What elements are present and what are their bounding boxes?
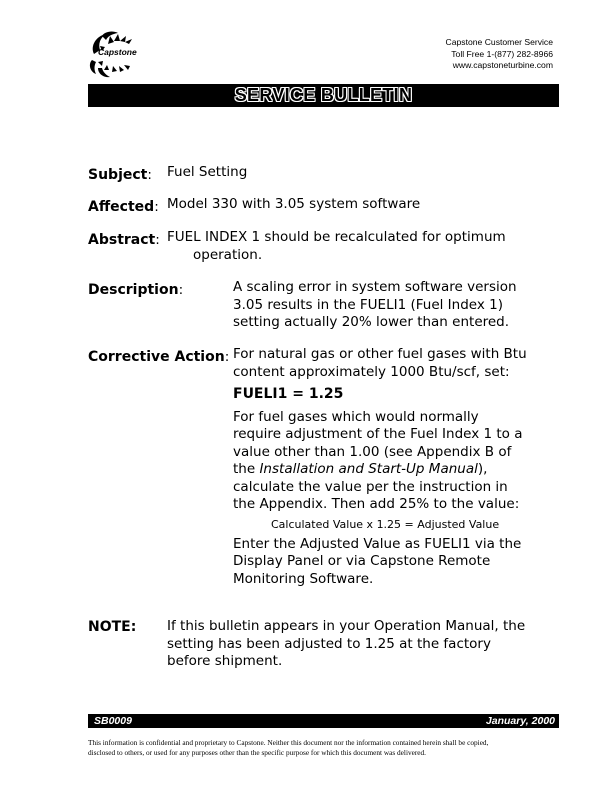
note-label: NOTE: <box>88 619 137 635</box>
note-body <box>167 618 525 671</box>
action-para-line: require adjustment of the Fuel Index 1 to a <box>233 426 523 442</box>
action-para-line: value other than 1.00 (see Appendix B of <box>233 443 512 460</box>
abstract-line: operation. <box>193 246 263 263</box>
description-label: Description <box>88 282 179 298</box>
contact-website: www.capstoneturbine.com <box>452 60 553 70</box>
action-para-line: For fuel gases which would normally <box>233 408 479 425</box>
footer-bar <box>88 714 559 728</box>
formula: Calculated Value x 1.25 = Adjusted Value <box>271 517 500 531</box>
affected-row: Affected: <box>88 199 159 215</box>
corrective-action-body <box>233 346 553 588</box>
action-intro-line: For natural gas or other fuel gases with Btu <box>233 346 527 362</box>
fueli1-setting: FUELI1 = 1.25 <box>233 386 344 402</box>
note-line: If this bulletin appears in your Operation Manual, the <box>167 618 526 634</box>
subject-value: Fuel Setting <box>167 164 248 180</box>
bulletin-id: SB0009 <box>94 715 132 727</box>
subject-row: Subject: <box>88 167 152 183</box>
manual-reference-line <box>233 461 553 479</box>
disclaimer-line: disclosed to others, or used for any purposes other than the specific purpose for which this document was delivered. <box>88 747 427 757</box>
description-row: Description: <box>88 282 184 298</box>
the-word: the <box>233 461 256 477</box>
corrective-action-label: Corrective Action <box>88 349 225 365</box>
description-value <box>233 279 517 332</box>
description-line: 3.05 results in the FUELI1 (Fuel Index 1) <box>233 296 503 313</box>
disclaimer-line: This information is confidential and proprietary to Capstone. Neither this document nor the information contained herein shall be copied, <box>88 738 489 747</box>
contact-name: Capstone Customer Service <box>445 37 553 47</box>
banner-title: SERVICE BULLETIN <box>234 85 413 105</box>
subject-label: Subject <box>88 167 148 183</box>
affected-value: Model 330 with 3.05 system software <box>167 196 421 212</box>
action-final-line: Monitoring Software. <box>233 570 374 587</box>
description-line: A scaling error in system software version <box>233 279 517 295</box>
affected-label: Affected <box>88 199 155 215</box>
logo-text: Capstone <box>98 47 137 57</box>
abstract-label: Abstract <box>88 232 156 248</box>
title-banner <box>88 84 559 107</box>
abstract-value <box>167 229 506 264</box>
corrective-action-row: Corrective Action: <box>88 349 230 365</box>
abstract-row: Abstract: <box>88 232 160 248</box>
contact-phone: Toll Free 1-(877) 282-8966 <box>451 48 553 59</box>
action-para-line: calculate the value per the instruction in <box>233 478 508 495</box>
action-final-line: Display Panel or via Capstone Remote <box>233 553 491 569</box>
capstone-logo <box>88 30 152 80</box>
action-intro-line: content approximately 1000 Btu/scf, set: <box>233 363 510 380</box>
manual-suffix: ), <box>477 461 488 477</box>
note-line: setting has been adjusted to 1.25 at the factory <box>167 635 491 652</box>
disclaimer <box>88 738 559 757</box>
contact-block <box>446 37 553 72</box>
action-para-line: the Appendix. Then add 25% to the value: <box>233 496 520 512</box>
action-final-line: Enter the Adjusted Value as FUELI1 via the <box>233 535 522 552</box>
description-line: setting actually 20% lower than entered. <box>233 314 510 330</box>
manual-title: Installation and Start-Up Manual <box>259 461 478 477</box>
abstract-line: FUEL INDEX 1 should be recalculated for optimum <box>167 229 506 245</box>
bulletin-date: January, 2000 <box>485 715 555 727</box>
note-line: before shipment. <box>167 653 283 669</box>
